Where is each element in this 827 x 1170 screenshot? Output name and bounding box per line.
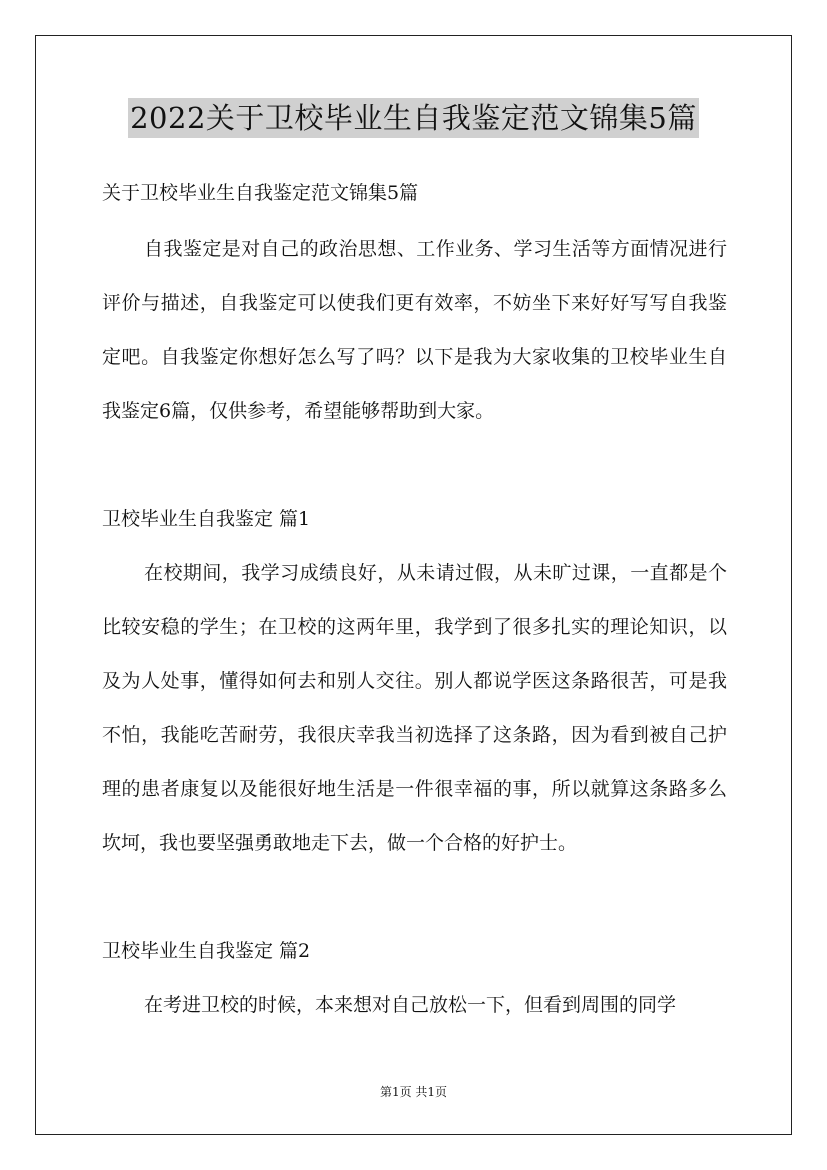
document-subtitle: 关于卫校毕业生自我鉴定范文锦集5篇 xyxy=(102,182,419,204)
document-title: 2022关于卫校毕业生自我鉴定范文锦集5篇 xyxy=(128,98,699,138)
intro-paragraph: 自我鉴定是对自己的政治思想、工作业务、学习生活等方面情况进行评价与描述，自我鉴定可以使我们更有效率，不妨坐下来好好写写自我鉴定吧。自我鉴定你想好怎么写了吗？以下是我为大家收集的卫校毕业生自我鉴定6篇，仅供参考，希望能够帮助到大家。 xyxy=(102,238,727,422)
section-heading-2: 卫校毕业生自我鉴定 篇2 xyxy=(102,940,311,962)
section-body-1: 在校期间，我学习成绩良好，从未请过假，从未旷过课，一直都是个比较安稳的学生；在卫校的这两年里，我学到了很多扎实的理论知识，以及为人处事，懂得如何去和别人交往。别人都说学医这条路很苦，可是我不怕，我能吃苦耐劳，我很庆幸我当初选择了这条路，因为看到被自己护理的患者康复以及能很好地生活是一件很幸福的事，所以就算这条路多么坎坷，我也要坚强勇敢地走下去，做一个合格的好护士。 xyxy=(102,562,727,854)
section-body-2: 在考进卫校的时候，本来想对自己放松一下，但看到周围的同学 xyxy=(144,994,677,1016)
page-number-footer: 第1页 共1页 xyxy=(379,1085,448,1099)
section-heading-1: 卫校毕业生自我鉴定 篇1 xyxy=(102,508,311,530)
title-container xyxy=(0,98,827,138)
